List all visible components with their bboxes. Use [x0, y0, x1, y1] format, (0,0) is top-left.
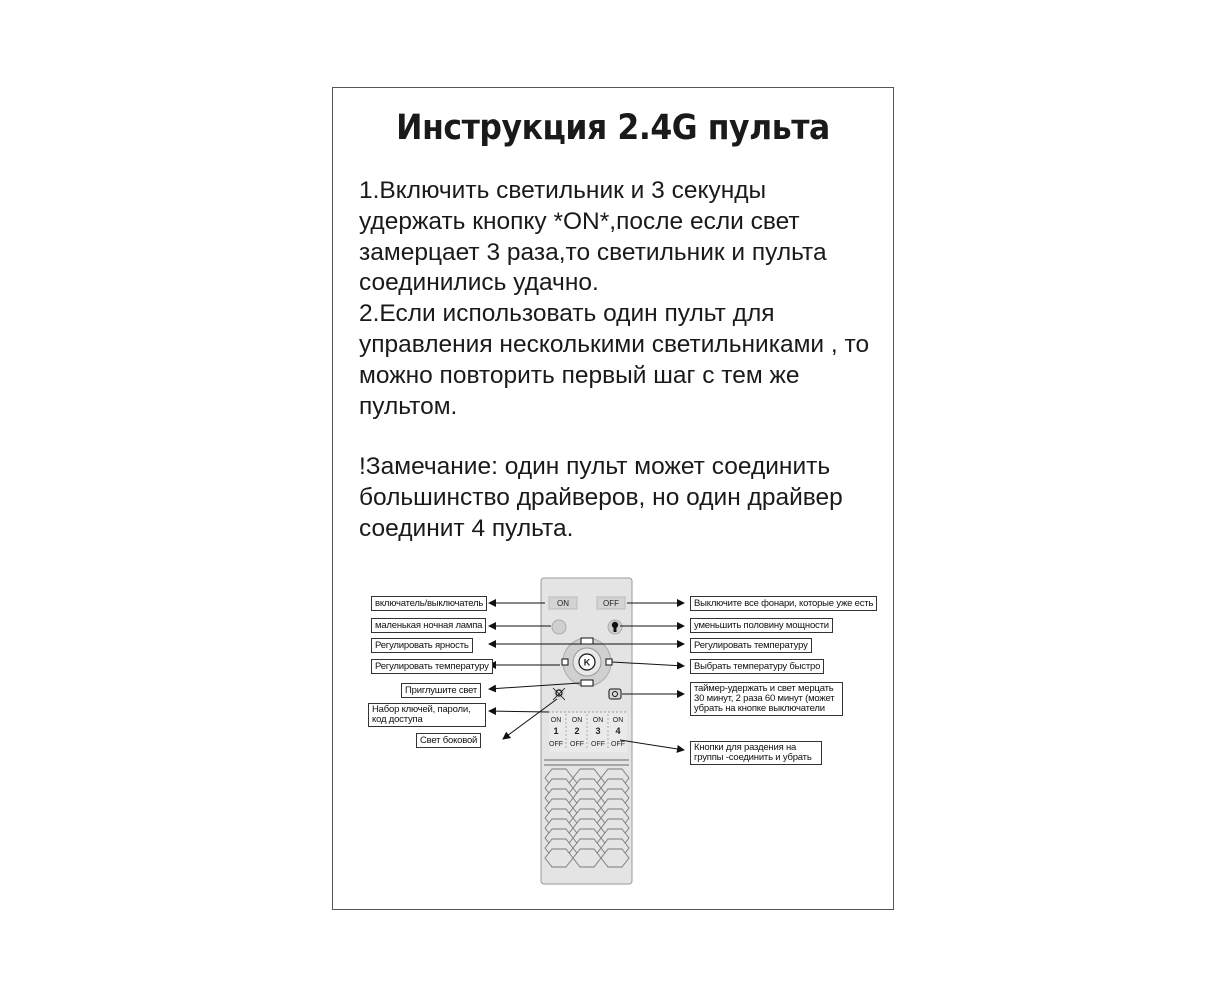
hex-grip-pattern: [545, 769, 629, 867]
center-k-label: K: [583, 657, 591, 668]
group-2-off-label[interactable]: OFF: [570, 741, 584, 748]
label-temperature-right: Регулировать температуру: [690, 638, 812, 653]
group-2-on-label[interactable]: ON: [571, 717, 583, 724]
label-temperature-left: Регулировать температуру: [371, 659, 493, 674]
group-1-off-label[interactable]: OFF: [549, 741, 563, 748]
group-3-on-label[interactable]: ON: [592, 717, 604, 724]
page-title: Инструкция 2.4G пульта: [396, 108, 830, 148]
group-1-on-label[interactable]: ON: [550, 717, 562, 724]
label-brightness: Регулировать ярность: [371, 638, 473, 653]
label-side-light: Свет боковой: [416, 733, 481, 748]
step-2-text: 2.Если использовать один пульт для управления несколькими светильниками , то можно повторить первый шаг с тем же пультом.: [359, 300, 870, 420]
half-power-icon: [612, 622, 618, 628]
group-4-off-label[interactable]: OFF: [611, 741, 625, 748]
group-3-numbers-label[interactable]: 3: [595, 726, 601, 736]
cool-temp-icon[interactable]: [606, 659, 612, 665]
group-2-numbers-label[interactable]: 2: [574, 726, 580, 736]
label-power-toggle: включатель/выключатель: [371, 596, 487, 611]
brightness-up-icon[interactable]: [581, 638, 593, 644]
label-key-set: Набор ключей, пароли, код доступа: [368, 703, 486, 727]
label-groups: Кнопки для раздения на группы -соединить и убрать: [690, 741, 822, 765]
note-text: !Замечание: один пульт может соединить большинство драйверов, но один драйвер соединит 4 пульта.: [359, 453, 843, 542]
label-half-power: уменьшить половину мощности: [690, 618, 833, 633]
label-timer: таймер-удержать и свет мерцать 30 минут, 2 раза 60 минут (может убрать на кнопке выключатели: [690, 682, 843, 716]
group-1-numbers-label[interactable]: 1: [553, 726, 559, 736]
off-button-label: OFF: [603, 599, 619, 608]
group-4-numbers-label[interactable]: 4: [615, 726, 621, 736]
timer-button[interactable]: [609, 689, 621, 699]
label-dim-light: Приглушите свет: [401, 683, 481, 698]
label-all-off: Выключите все фонари, которые уже есть: [690, 596, 877, 611]
instruction-text: [359, 176, 879, 545]
night-lamp-button[interactable]: [552, 620, 566, 634]
label-night-lamp: маленькая ночная лампа: [371, 618, 486, 633]
group-3-off-label[interactable]: OFF: [591, 741, 605, 748]
on-button-label: ON: [557, 599, 569, 608]
warm-temp-icon[interactable]: [562, 659, 568, 665]
group-4-on-label[interactable]: ON: [612, 717, 624, 724]
step-1-text: 1.Включить светильник и 3 секунды удержать кнопку *ON*,после если свет замерцает 3 раза,то светильник и пульта соединились удачно.: [359, 177, 827, 297]
label-quick-temperature: Выбрать температуру быстро: [690, 659, 824, 674]
brightness-down-icon[interactable]: [581, 680, 593, 686]
